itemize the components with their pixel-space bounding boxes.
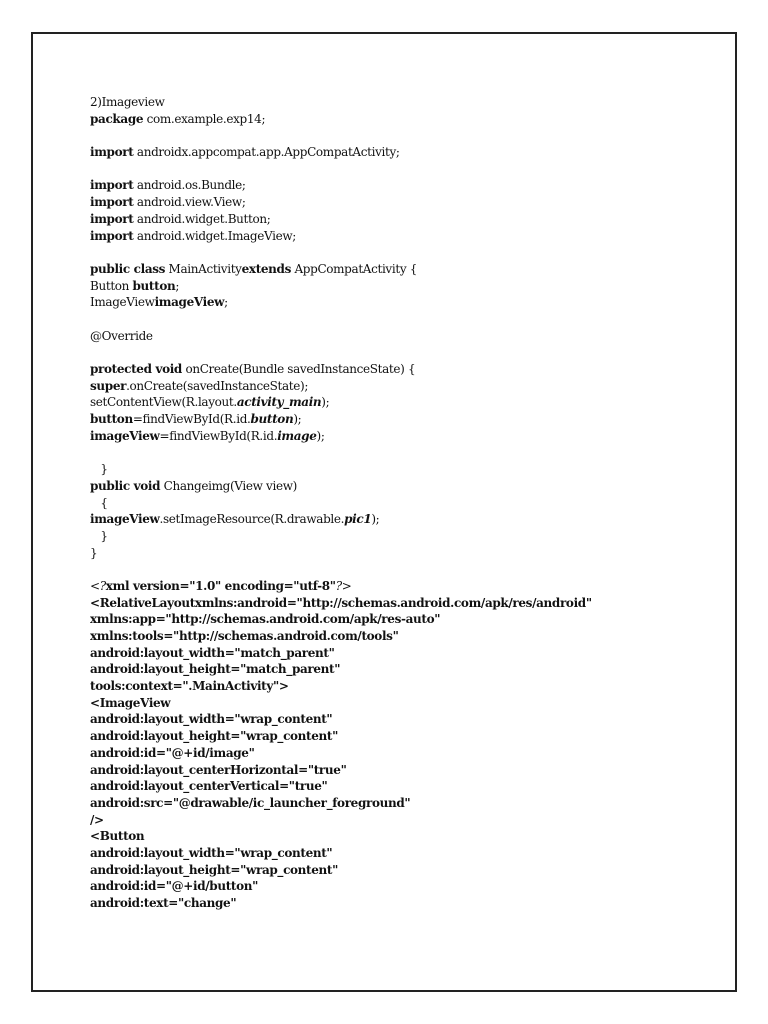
import-line: import android.widget.Button;	[90, 211, 271, 226]
xml-line: xmlns:app="http://schemas.android.com/apk/res-auto"	[90, 612, 441, 627]
xml-line: />	[90, 812, 104, 827]
import-line: import android.os.Bundle;	[90, 178, 246, 193]
xml-line: xmlns:tools="http://schemas.android.com/tools"	[90, 629, 399, 643]
xml-line: <ImageView	[90, 695, 171, 710]
xml-line: android:layout_width="wrap_content"	[90, 712, 333, 727]
xml-line: <RelativeLayoutxmlns:android="http://schemas.android.com/apk/res/android"	[90, 595, 592, 610]
package-line: package com.example.exp14;	[90, 111, 266, 126]
xml-line: android:id="@+id/image"	[90, 745, 255, 760]
xml-line: android:layout_height="wrap_content"	[90, 862, 339, 877]
field-button: Button button;	[90, 278, 180, 293]
import-line: import androidx.appcompat.app.AppCompatActivity;	[90, 145, 400, 160]
xml-line: android:layout_centerHorizontal="true"	[90, 762, 347, 777]
override-annotation: @Override	[90, 328, 153, 343]
xml-line: android:id="@+id/button"	[90, 879, 259, 894]
xml-line: tools:context=".MainActivity">	[90, 679, 289, 694]
opening-brace: {	[90, 495, 108, 510]
xml-line: <Button	[90, 829, 145, 844]
import-line: import android.view.View;	[90, 195, 246, 210]
xml-line: android:layout_width="match_parent"	[90, 645, 335, 660]
xml-line: android:layout_height="match_parent"	[90, 662, 341, 677]
set-image-resource: imageView.setImageResource(R.drawable.pic1);	[90, 512, 380, 527]
class-declaration: public class MainActivityextends AppCompatActivity {	[90, 261, 418, 276]
closing-brace: }	[90, 528, 108, 543]
closing-brace: }	[90, 462, 108, 477]
section-heading: 2)Imageview	[90, 95, 165, 109]
document-body	[90, 94, 720, 912]
xml-line: android:layout_centerVertical="true"	[90, 779, 328, 794]
field-imageview: ImageViewimageView;	[90, 295, 228, 310]
set-content-view: setContentView(R.layout.activity_main);	[90, 395, 330, 410]
closing-brace: }	[90, 545, 98, 560]
xml-line: android:src="@drawable/ic_launcher_foreground"	[90, 795, 411, 810]
oncreate-signature: protected void onCreate(Bundle savedInstanceState) {	[90, 362, 416, 376]
find-button: button=findViewById(R.id.button);	[90, 412, 302, 427]
xml-line: android:layout_height="wrap_content"	[90, 729, 339, 744]
xml-line: android:text="change"	[90, 896, 237, 910]
import-line: import android.widget.ImageView;	[90, 228, 296, 243]
method-signature: public void Changeimg(View view)	[90, 478, 297, 493]
find-imageview: imageView=findViewById(R.id.image);	[90, 428, 325, 443]
xml-layout	[90, 595, 720, 912]
super-call: super.onCreate(savedInstanceState);	[90, 378, 309, 393]
xml-prolog: <?xml version="1.0" encoding="utf-8"?>	[90, 578, 352, 593]
xml-line: android:layout_width="wrap_content"	[90, 845, 333, 860]
